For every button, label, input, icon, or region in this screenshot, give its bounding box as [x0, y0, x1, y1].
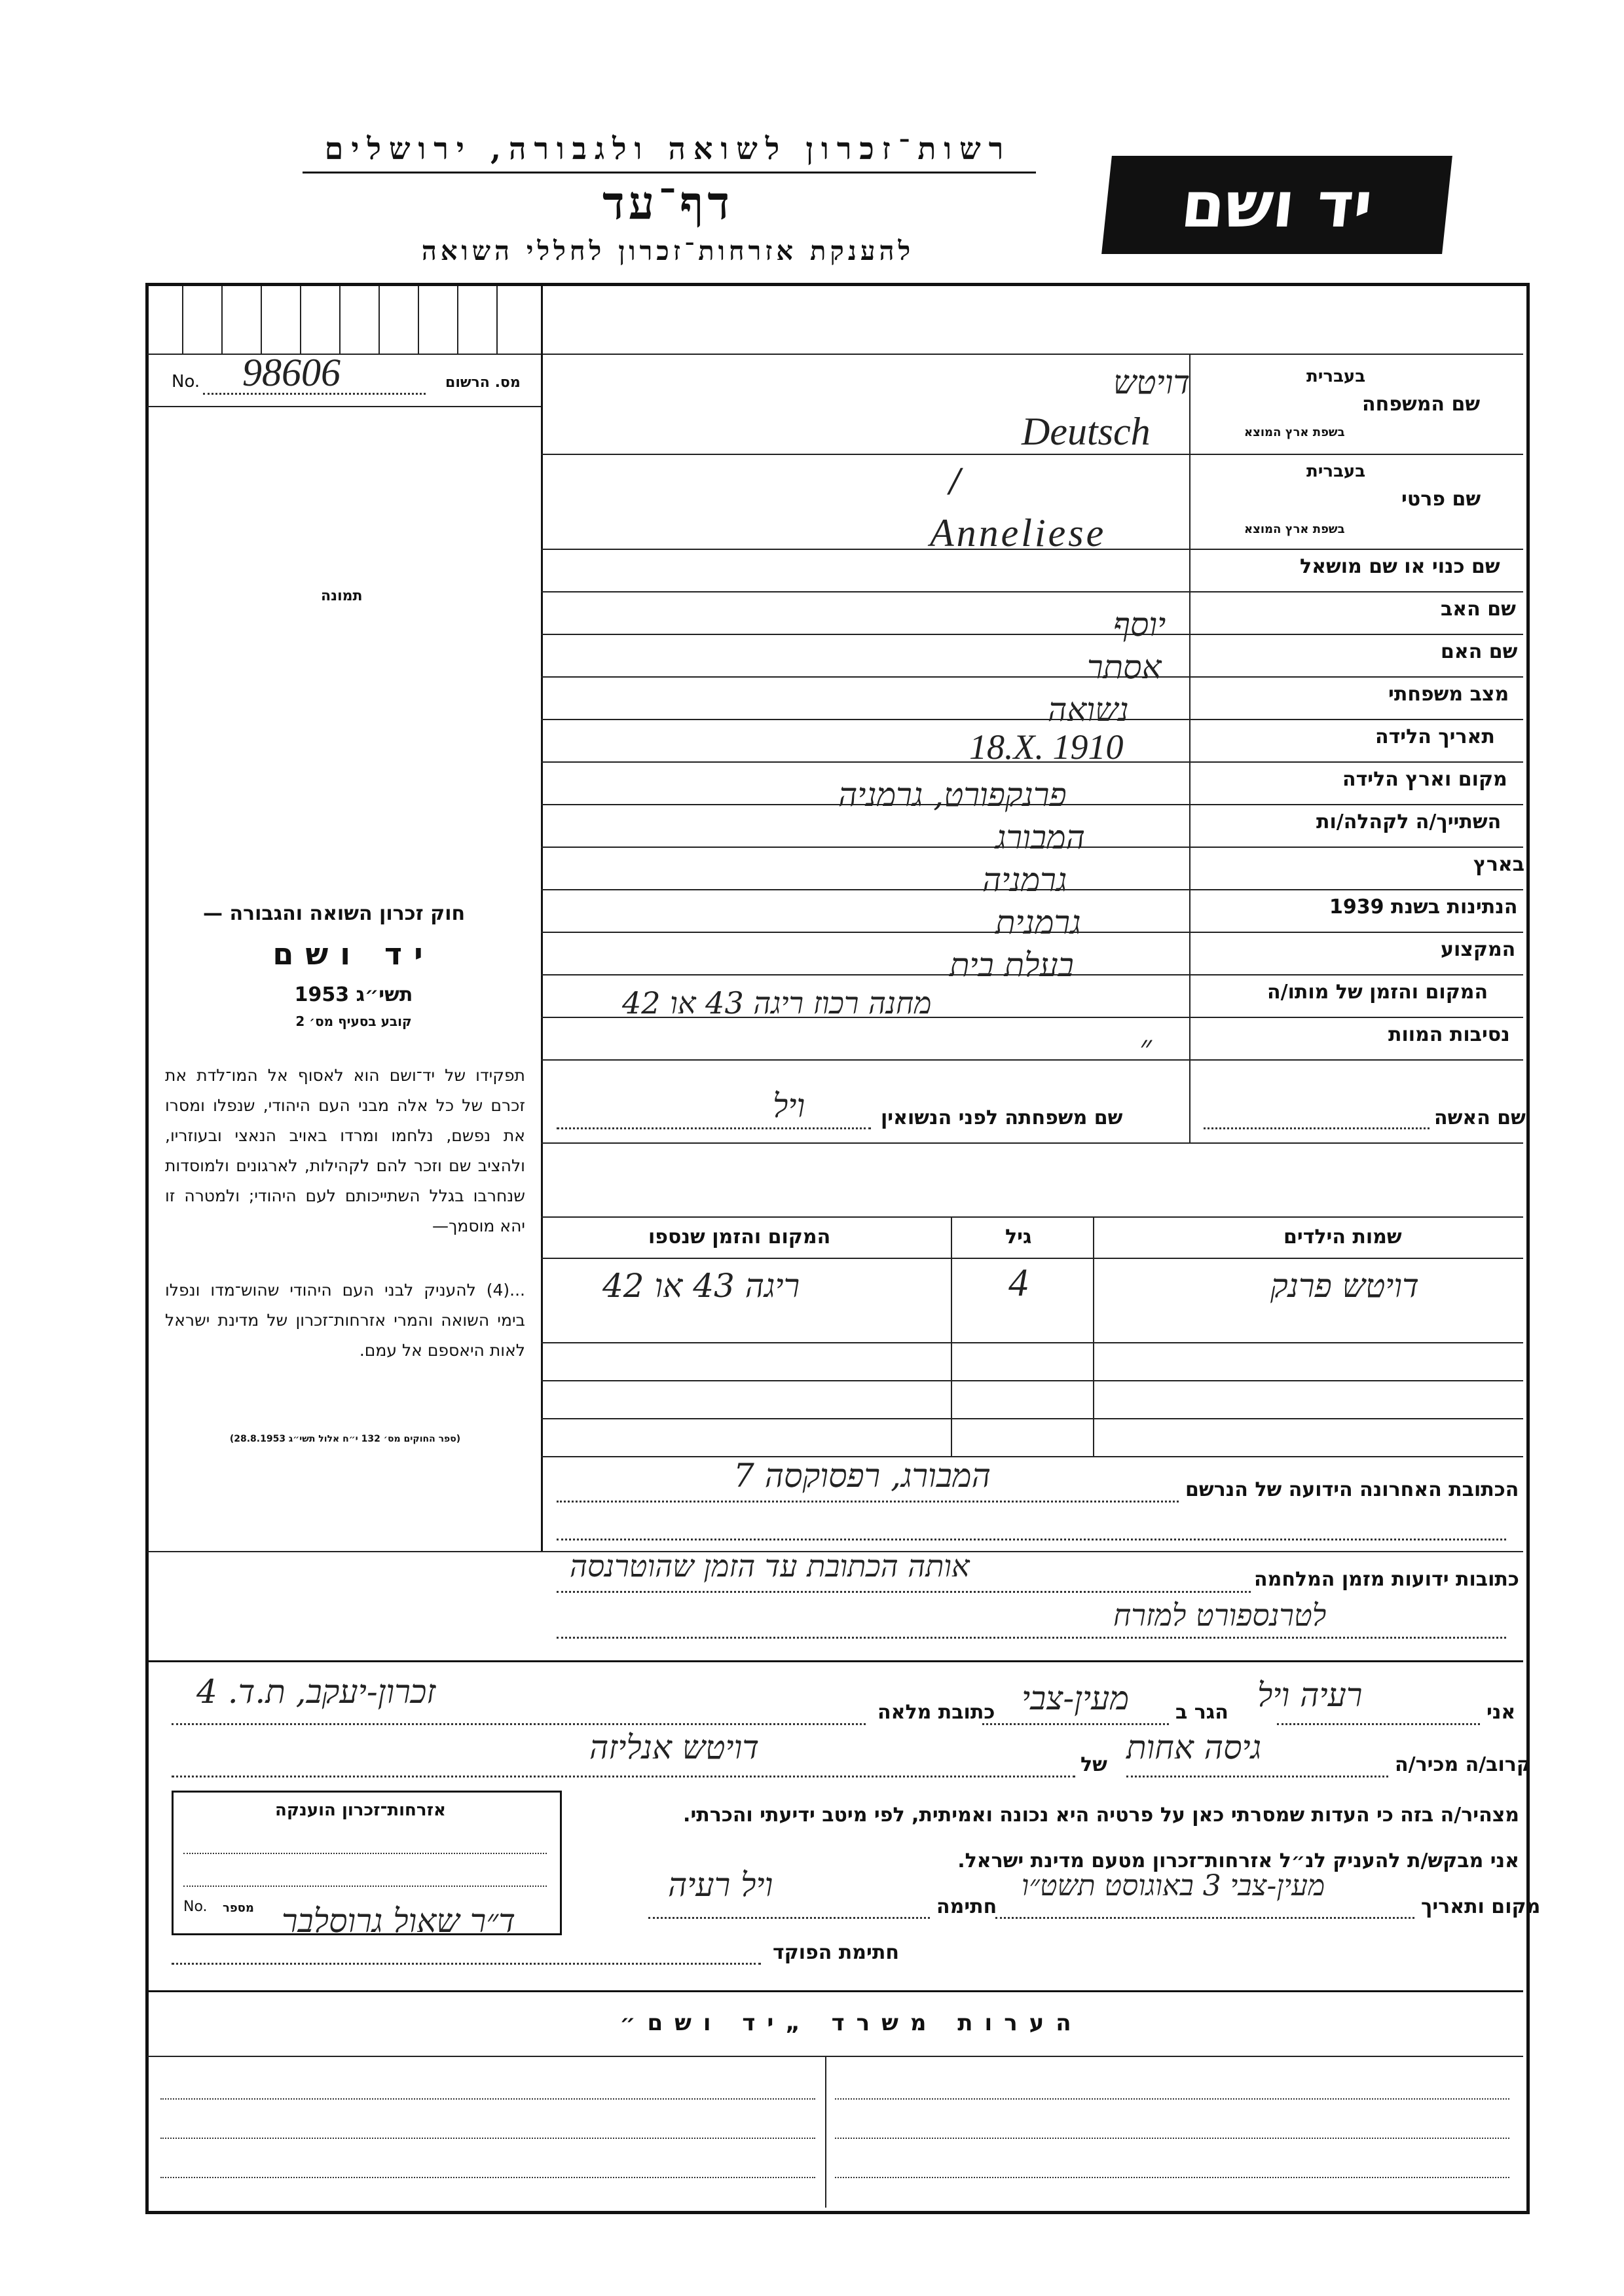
first-name-label: שם פרטי [1401, 488, 1481, 511]
declaration-text: מצהיר/ה בזה כי העדות שמסרתי כאן על פרטיה היא נכונה ואמיתית, לפי מיטב ידיעתי והכרתי. [683, 1804, 1519, 1827]
relative-of-name: דויטש אנליזה [589, 1728, 760, 1766]
place-date-value: מעין-צבי 3 באוגוסט תשט״ו [1022, 1869, 1325, 1903]
mother-value: אסתר [1087, 648, 1162, 686]
place-date-label: מקום ותאריך [1421, 1895, 1541, 1918]
family-name-hebrew-value: דויטש [1113, 363, 1190, 401]
relation-value: גיסה אחות [1126, 1728, 1262, 1766]
request-text: אני מבקש/ת להעניק לנ״ל אזרחות־זכרון מטעם מדינת ישראל. [957, 1850, 1519, 1872]
declarant-signature: ויל רעיה [668, 1866, 773, 1904]
declarant-ani: אני [1486, 1701, 1516, 1724]
photo-label: תמונה [321, 588, 363, 604]
community-label: השתייך/ה לקהלה/ות [1316, 811, 1502, 833]
law-paragraph-1: תפקידו של יד־ושם הוא לאסוף אל המו־לדת את זכרם של כל אלה מבני העם היהודי, שנפלו ומסרו את נפשם, נלחמו ומרדו באויב הנאצי ובעוזריו, ולהציב שם וזכר להם לקהילות, לארגונים ולמוסדות שנחרבו בגלל השתייכותם לעם היהודי; ולמטרה זו יהא מוסמך— [165, 1066, 525, 1235]
registration-label: מס. הרשום [445, 374, 521, 391]
nickname-label: שם כנוי או שם מושאל [1300, 555, 1500, 578]
father-label: שם האב [1441, 598, 1516, 621]
law-footnote: (ספר החוקים מס׳ 132 י״ח אלול תשי״ג 28.8.1953) [229, 1434, 461, 1444]
first-name-origin-sub: בשפת ארץ המוצא [1244, 522, 1345, 536]
family-name-origin-value: Deutsch [1022, 410, 1151, 453]
relative-of: של [1080, 1753, 1107, 1776]
grant-box-title: אזרחות־זכרון הוענקה [275, 1800, 446, 1820]
family-name-label: שם המשפחה [1362, 393, 1481, 416]
page-title: דף־עד [602, 175, 733, 230]
declarant-address: זכרון-יעקב, ת.ד. 4 [196, 1673, 436, 1711]
registration-no-prefix: No. [172, 372, 200, 392]
wife-label: שם האשה [1434, 1106, 1526, 1129]
death-place-label: המקום והזמן של מותו/ה [1267, 981, 1488, 1004]
children-col-age: גיל [1005, 1226, 1032, 1248]
remarks-title: הערות משרד „יד ושם״ [619, 2010, 1083, 2036]
child-age: 4 [1008, 1261, 1028, 1304]
header-underline [303, 172, 1036, 173]
country-value: גרמניה [982, 861, 1067, 899]
child-name: דויטש פרנק [1270, 1267, 1419, 1305]
law-name: יד ושם [272, 936, 435, 972]
death-circ-value: ״ [1139, 1028, 1152, 1066]
death-circ-label: נסיבות המוות [1388, 1023, 1510, 1046]
declarant-name: רעיה ויל [1257, 1676, 1363, 1714]
child-place: ריגה 43 או 42 [602, 1267, 800, 1305]
declarant-resides-label: הגר ב [1175, 1701, 1228, 1724]
citizenship-value: גרמנית [995, 903, 1081, 941]
header-authority: רשות־זכרון לשואה ולגבורה, ירושלים [324, 131, 1012, 166]
first-name-hebrew-sub: בעברית [1306, 462, 1366, 481]
family-name-hebrew-sub: בעברית [1306, 367, 1366, 386]
page-subtitle: להענקת אזרחות־זכרון לחללי השואה [421, 236, 915, 266]
profession-value: בעלת בית [950, 946, 1074, 984]
signature-label: חתימה [936, 1895, 997, 1918]
last-address-label: הכתובת האחרונה הידועה של הנרשם [1185, 1478, 1519, 1501]
death-place-value: מחנה רכוז ריגה 43 או 42 [622, 985, 932, 1021]
grant-box-number-label: מספר [223, 1901, 254, 1915]
law-paragraph-2: ...(4) להעניק לבני העם היהודי שהוש־מדו ונפלו בימי השואה והמרי אזרחות־זכרון של מדינת ישראל לאות היאספם אל עמם. [165, 1281, 525, 1360]
marital-value: נשואה [1048, 691, 1129, 729]
children-col-names: שמות הילדים [1283, 1226, 1402, 1248]
registration-number: 98606 [242, 351, 341, 394]
birth-date-value: 18.X. 1910 [969, 727, 1124, 767]
birth-date-label: תאריך הלידה [1375, 725, 1495, 748]
family-name-origin-sub: בשפת ארץ המוצא [1244, 426, 1345, 439]
profession-label: המקצוע [1441, 938, 1516, 961]
war-addresses-label: כתובות ידועות מזמן המלחמה [1254, 1568, 1519, 1591]
wife-value: ויל [773, 1087, 805, 1125]
first-name-origin-value: Anneliese [930, 511, 1107, 555]
law-year: תשי״ג 1953 [294, 983, 413, 1006]
birth-place-value: פרנקפורט, גרמניה [838, 776, 1067, 814]
law-section: קובע בסעיף מס׳ 2 [295, 1013, 412, 1029]
children-col-place: המקום והזמן שנספו [648, 1226, 831, 1248]
war-addresses-value-2: לטרנספורט למזרח [1113, 1597, 1327, 1633]
war-addresses-value-1: אותה הכתובת עד הזמן שהוטרנסה [570, 1548, 970, 1584]
wife-maiden-label: שם משפחתה לפני הנשואין [881, 1106, 1123, 1129]
declarant-city: מעין-צבי [1022, 1679, 1130, 1717]
mother-label: שם האם [1441, 640, 1518, 663]
relative-label: קרוב/ה מכיר/ה [1395, 1753, 1531, 1776]
declarant-address-label: כתובת מלאה [877, 1701, 995, 1724]
last-address-value: המבורג, רפסוקסה 7 [733, 1457, 991, 1495]
community-value: המבורג [995, 818, 1085, 856]
law-title: חוק זכרון השואה והגבורה — [203, 902, 466, 925]
officer-signature: ד״ר שאול גרוסלבר [282, 1902, 516, 1940]
yad-vashem-logo: יד ושם [1101, 156, 1452, 254]
citizenship-label: הנתינות בשנת 1939 [1329, 896, 1518, 919]
birth-place-label: מקום וארץ הלידה [1342, 768, 1507, 791]
officer-signature-label: חתימת הפוקד [773, 1941, 899, 1964]
first-name-hebrew-value: / [950, 462, 961, 500]
top-strip-line [147, 354, 1523, 355]
country-label: בארץ [1473, 853, 1525, 876]
father-value: יוסף [1113, 606, 1166, 644]
marital-label: מצב משפחתי [1388, 683, 1509, 706]
grant-box-no: No. [183, 1899, 208, 1915]
